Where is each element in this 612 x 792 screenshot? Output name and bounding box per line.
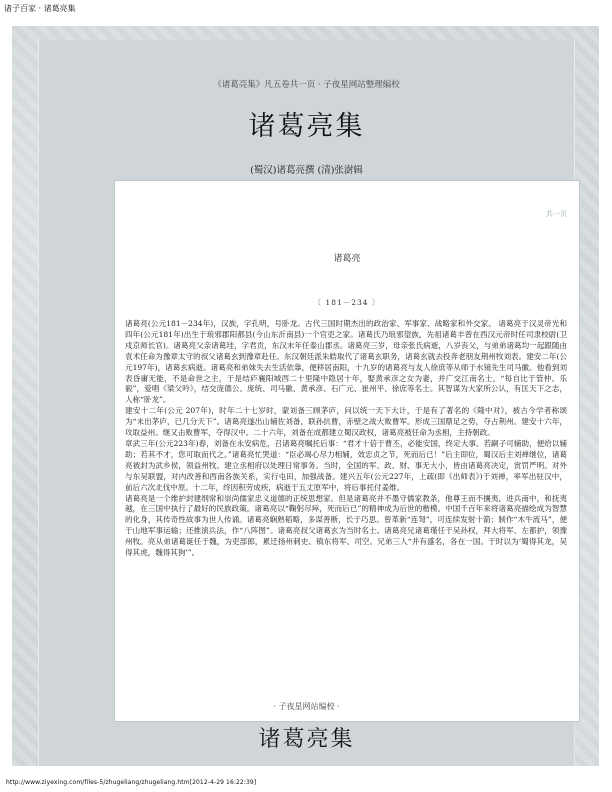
authors-line: (蜀汉)诸葛亮撰 (清)张澍辑: [250, 165, 363, 176]
biography-text: [125, 319, 567, 559]
print-header: 诸子百家 · 诸葛亮集: [4, 4, 76, 13]
book-title: 诸葛亮集: [248, 111, 365, 142]
bottom-book-title: 诸葛亮集: [258, 727, 355, 752]
bottom-meta: · 子夜星网站编校 ·: [273, 702, 340, 711]
paragraph: 章武三年(公元223年)春，刘备在永安病危，召诸葛亮嘱托后事：“君才十倍于曹丕，必能安国，终定大事。若嗣子可辅助，便给以辅助；若其不才，您可取而代之。”诸葛亮忙哭道：“臣必竭心尽力相辅，效忠贞之节，死而后已！”后主即位，蜀汉后主刘禅继位，诸葛亮被封为武乡侯，领益州牧。建立丞相府以处理日常事务。当时，全国的军、政、财、事无大小，皆由诸葛亮决定，赏罚严明。对外与东吴联盟，对内改善和西南各族关系，实行屯田，加强战备。建兴五年(公元227年，上疏(即《出师表》)于刘禅，率军出驻汉中，前后六次北伐中原。十二年，终因积劳成疾，病逝于五丈原军中，将后事托付姜维。: [125, 438, 567, 492]
print-footer-url: http://www.ziyexing.com/files-5/zhugeliang/zhugeliang.htm[2012-4-29 16:22:39]: [6, 779, 257, 786]
content-panel: [114, 180, 580, 722]
life-dates: 〔 181－234 〕: [313, 298, 381, 307]
paragraph: 诸葛亮(公元181－234年)，汉族，字孔明，号卧龙。古代三国时期杰出的政治家、军事家、战略家和外交家。 诸葛亮于汉灵帝光和四年(公元181年)出生于琅邪郡阳都县(今山东沂南县)一个官吏之家。诸葛氏乃琅邪望族，先祖诸葛丰曾在西汉元帝时任司隶校尉(卫戍京师长官)。诸葛亮父亲诸葛珪，字君贡，东汉末年任泰山郡丞。诸葛亮三岁，母亲张氏病逝，八岁丧父，与弟弟诸葛均一起跟随由袁术任命为豫章太守的叔父诸葛玄到豫章赴任。东汉朝廷派朱皓取代了诸葛玄职务，诸葛玄就去投奔老朋友荆州牧刘表。建安二年(公元197年)，诸葛玄病逝。诸葛亮和弟妹失去生活依靠，便移居南阳，十九岁的诸葛亮与友人徐庶等从师于水镜先生司马徽。他看到刘表昏庸无能，不是命世之主，于是结庐襄阳城西二十里隆中隐居十年，娶黄承彦之女为妻，并广交江南名士，“每自比于管仲、乐毅”，爱唱《梁父吟》，结交庞德公、庞统、司马徽、黄承彦、石广元、崔州平、徐庶等名士。其智谋为大家所公认，有匡天下之志，人称“卧龙”。: [125, 319, 567, 405]
page-count-tag: 共一页: [546, 210, 567, 218]
section-title: 诸葛亮: [333, 254, 361, 264]
paragraph: 建安十二年(公元 207年)，时年二十七岁时，蒙刘备三顾茅庐，问以统一天下大计，于是有了著名的《隆中对》，被古今学者称颂为“未出茅庐，已几分天下”。诸葛亮遂出山辅佐刘备，联孙抗曹，赤壁之战大败曹军。形成三国鼎足之势，夺占荆州。建安十六年，攻取益州。继又击败曹军，夺得汉中。二十六年，刘备在成都建立蜀汉政权，诸葛亮被任命为丞相，主持朝政。: [125, 406, 567, 438]
paragraph: 诸葛亮是一个维护封建纲常和崇尚儒家忠义道德的正统思想家。但是诸葛亮并不墨守儒家教条，他尊王而不攘夷，进兵南中，和抚夷越，在三国中执行了最好的民族政策。诸葛亮以“鞠躬尽瘁，死而后已”的精神成为后世的楷模。中国千百年来将诸葛亮描绘成为智慧的化身，其传奇性故事为世人传诵。诸葛亮娴熟韬略，多谋善断，长于巧思。曾革新“连弩”，可连续发射十箭；制作“木牛流马”，便于山地军事运输；还推演兵法，作“八阵图”。诸葛亮叔父诸葛玄为当时名士。诸葛亮兄诸葛瑾任于吴孙权，拜大将军、左都护，领豫州牧。亮从弟诸葛诞任于魏，为吏部郎，累迁扬州刺史、镇东将军、司空。兄弟三人“并有盛名，各在一国。于时以为‘蜀得其龙，吴得其虎，魏得其狗’”。: [125, 493, 567, 558]
top-meta: 《诸葛亮集》凡五卷共一页 · 子夜星网站整理编校: [213, 80, 400, 90]
page-frame: [38, 40, 575, 766]
page-background: [12, 26, 599, 766]
